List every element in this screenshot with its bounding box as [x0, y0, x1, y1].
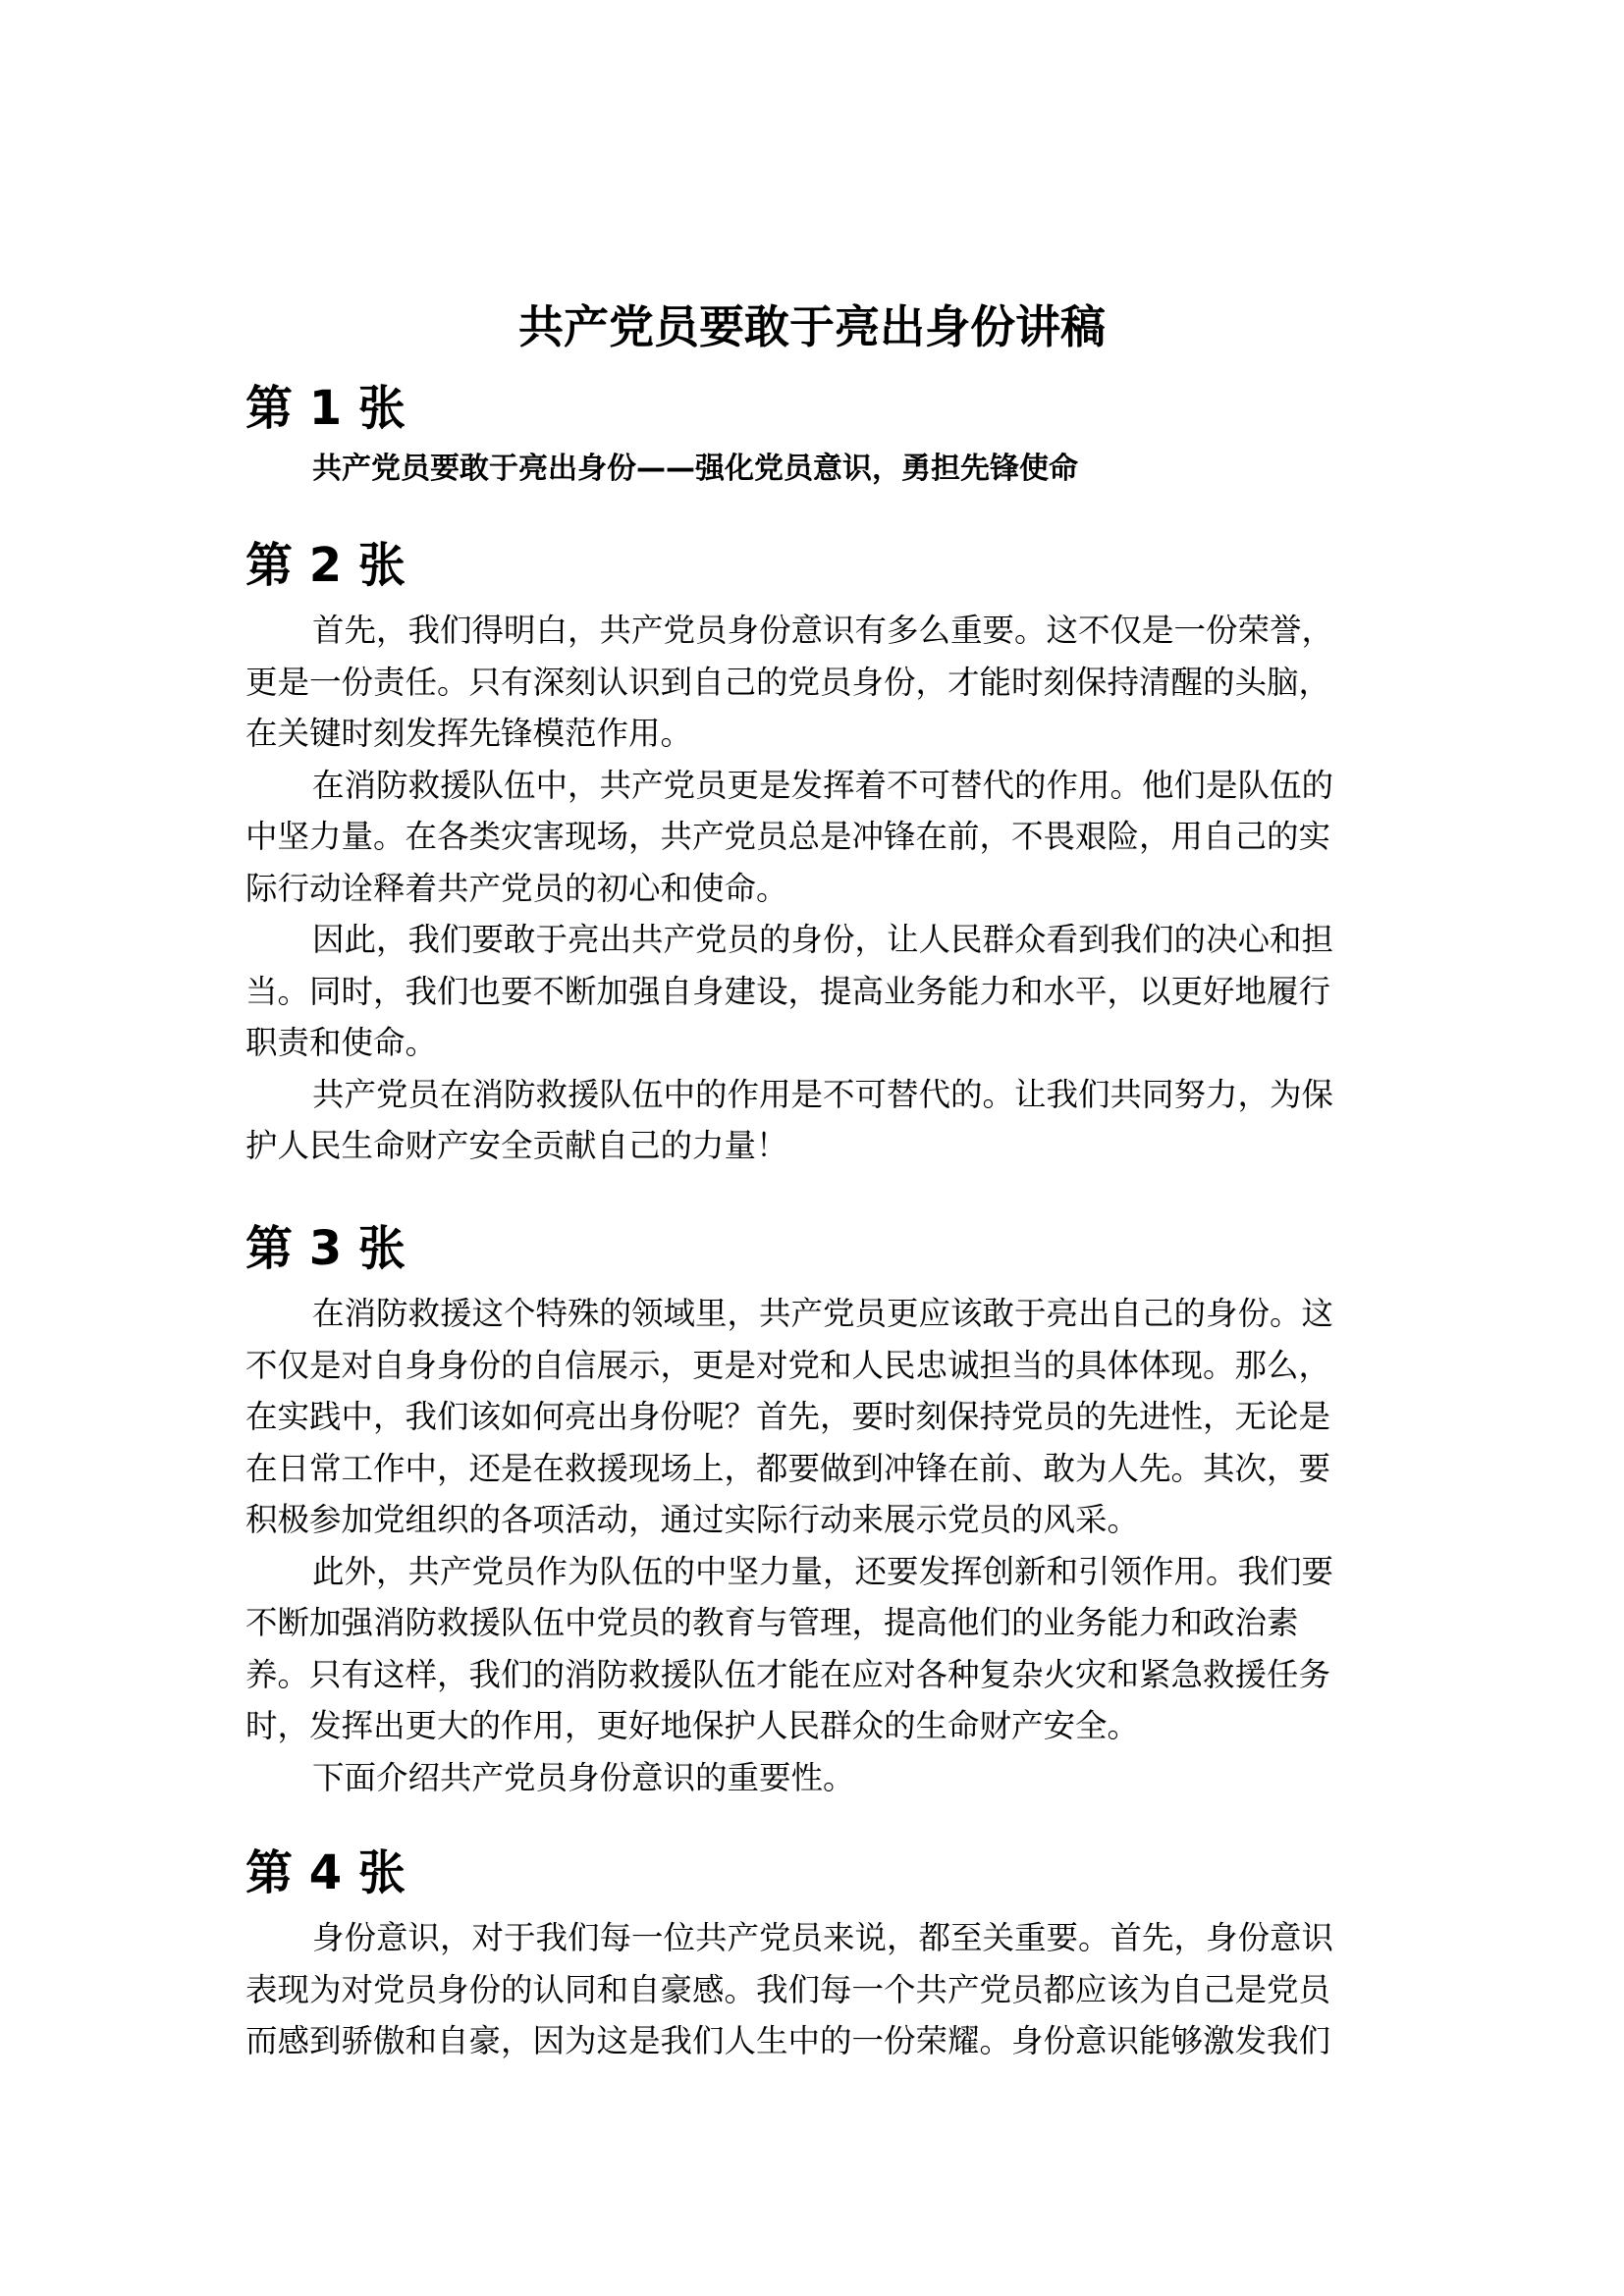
- paragraph-line: 不断加强消防救援队伍中党员的教育与管理，提高他们的业务能力和政治素: [245, 1604, 1299, 1641]
- section-heading: 第 3 张: [245, 1221, 406, 1276]
- paragraph-line: 养。只有这样，我们的消防救援队伍才能在应对各种复杂火灾和紧急救援任务: [245, 1655, 1331, 1693]
- paragraph: [245, 914, 1394, 1069]
- paragraph-line: 下面介绍共产党员身份意识的重要性。: [312, 1758, 855, 1796]
- paragraph-line: 在消防救援这个特殊的领域里，共产党员更应该敢于亮出自己的身份。这: [312, 1295, 1334, 1332]
- paragraph: [245, 1288, 1394, 1546]
- paragraph-line: 身份意识，对于我们每一位共产党员来说，都至关重要。首先，身份意识: [312, 1919, 1334, 1956]
- paragraph-line: 际行动诠释着共产党员的初心和使命。: [245, 869, 788, 907]
- paragraph: [245, 1912, 1394, 2067]
- paragraph-line: 表现为对党员身份的认同和自豪感。我们每一个共产党员都应该为自己是党员: [245, 1970, 1331, 2008]
- paragraph-line: 在消防救援队伍中，共产党员更是发挥着不可替代的作用。他们是队伍的: [312, 766, 1334, 804]
- section-slide-2: [245, 534, 1394, 1172]
- section-slide-4: [245, 1842, 1394, 2067]
- paragraph-line: 不仅是对自身身份的自信展示，更是对党和人民忠诚担当的具体体现。那么，: [245, 1346, 1331, 1384]
- section-heading: 第 4 张: [245, 1845, 406, 1900]
- section-slide-3: [245, 1217, 1394, 1803]
- paragraph: [245, 1546, 1394, 1752]
- paragraph-line: 在日常工作中，还是在救援现场上，都要做到冲锋在前、敢为人先。其次，要: [245, 1449, 1331, 1487]
- paragraph: [245, 1069, 1394, 1172]
- paragraph: [245, 760, 1394, 915]
- paragraph-line: 首先，我们得明白，共产党员身份意识有多么重要。这不仅是一份荣誉，: [312, 612, 1334, 649]
- paragraph-line: 此外，共产党员作为队伍的中坚力量，还要发挥创新和引领作用。我们要: [312, 1552, 1334, 1590]
- section-heading: 第 2 张: [245, 538, 406, 593]
- paragraph: [245, 605, 1394, 760]
- paragraph-line: 在实践中，我们该如何亮出身份呢？首先，要时刻保持党员的先进性，无论是: [245, 1398, 1331, 1435]
- document-title: 共产党员要敢于亮出身份讲稿: [518, 299, 1106, 353]
- paragraph-line: 时，发挥出更大的作用，更好地保护人民群众的生命财产安全。: [245, 1707, 1140, 1744]
- paragraph-line: 护人民生命财产安全贡献自己的力量！: [245, 1127, 788, 1164]
- paragraph-line: 更是一份责任。只有深刻认识到自己的党员身份，才能时刻保持清醒的头脑，: [245, 663, 1331, 701]
- paragraph-line: 中坚力量。在各类灾害现场，共产党员总是冲锋在前，不畏艰险，用自己的实: [245, 818, 1331, 855]
- paragraph-line: 因此，我们要敢于亮出共产党员的身份，让人民群众看到我们的决心和担: [312, 921, 1334, 958]
- paragraph: [245, 1752, 1394, 1804]
- section-slide-1: [245, 377, 1394, 491]
- paragraph-line: 共产党员在消防救援队伍中的作用是不可替代的。让我们共同努力，为保: [312, 1075, 1334, 1113]
- paragraph-line: 当。同时，我们也要不断加强自身建设，提高业务能力和水平，以更好地履行: [245, 972, 1331, 1010]
- paragraph-line: 在关键时刻发挥先锋模范作用。: [245, 715, 693, 752]
- paragraph-line: 而感到骄傲和自豪，因为这是我们人生中的一份荣耀。身份意识能够激发我们: [245, 2022, 1331, 2059]
- paragraph-line: 积极参加党组织的各项活动，通过实际行动来展示党员的风采。: [245, 1501, 1140, 1538]
- section-subtitle: 共产党员要敢于亮出身份——强化党员意识，勇担先锋使命: [312, 452, 1078, 486]
- paragraph-line: 职责和使命。: [245, 1024, 438, 1061]
- section-heading: 第 1 张: [245, 381, 406, 436]
